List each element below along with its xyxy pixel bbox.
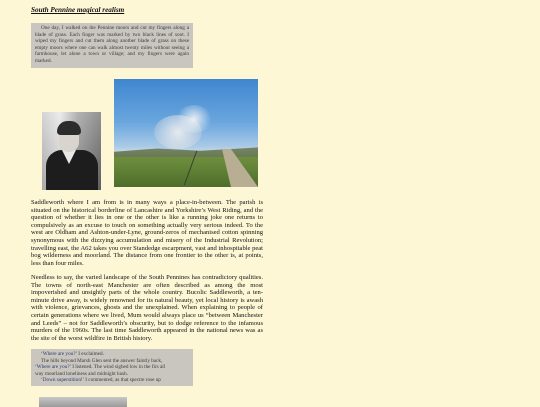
quote-line: ‘Where are you?’ <box>41 351 77 357</box>
paragraph-landscape: Needless to say, the varied landscape of the South Pennines has contradictory qualities. The towns of north-east Manchester are often described as among the most impoverished and unsightly parts of the whole country. Bucolic Saddleworth, a ten-minute drive away, is widely renowned for its natural beauty, yet local history is awash with violence, grievances, ghosts and the unexplained. When explaining to people of certain generations where we lived, Mum would always place us “between Manchester and Leeds” – not for Saddleworth’s obscurity, but to dodge reference to the infamous murders of the 1960s. The last time Saddleworth appeared in the national news was as the site of the worst wildfire in British history. <box>31 274 263 342</box>
quote-text: One day, I walked on the Pennine moors and cut my fingers along a blade of grass. Each finger was marked by two black lines of soot. I wiped my fingers and cut them along another blade of grass on these empty moors where one can walk almost twenty miles without seeing a farmhouse, let alone a town or village; and my fingers were again marked. <box>35 25 189 64</box>
landscape-photo <box>114 79 258 187</box>
paragraph-saddleworth: Saddleworth where I am from is in many ways a place-in-between. The parish is situated on the historical borderline of Lancashire and Yorkshire’s West Riding, and the question of whether it lies in one or the other is like a running joke one returns to compulsively as an excuse to touch on something actually very serious indeed. To the west are Oldham and Ashton-under-Lyne, ground-zeros of mechanised cotton spinning synonymous with the dizzying accumulation and misery of the Industrial Revolution; travelling east, the A62 takes you over Standedge escarpment, vast and inhospitable peat bog wilderness and moorland. The distance from one frontier to the other is, at points, less than four miles. <box>31 199 263 267</box>
book-excerpt-quote-2: ‘Where are you?’ I exclaimed. The hills beyond Marsh Glen sent the answer faintly back, ‘Where are you?’ I listened. The wind sighed low in the firs all way moorland loneliness and midnight hush. ‘Down superstition!’ I commented, as that spectre rose up <box>31 349 193 386</box>
book-excerpt-quote <box>31 23 193 68</box>
quote-line: The hills beyond Marsh Glen sent the answer faintly back, <box>41 357 163 364</box>
partial-photo <box>39 397 127 407</box>
portrait-photo <box>42 112 101 190</box>
quote-line: way moorland loneliness and midnight hush. <box>35 370 129 377</box>
page-title: South Pennine magical realism <box>31 6 125 14</box>
